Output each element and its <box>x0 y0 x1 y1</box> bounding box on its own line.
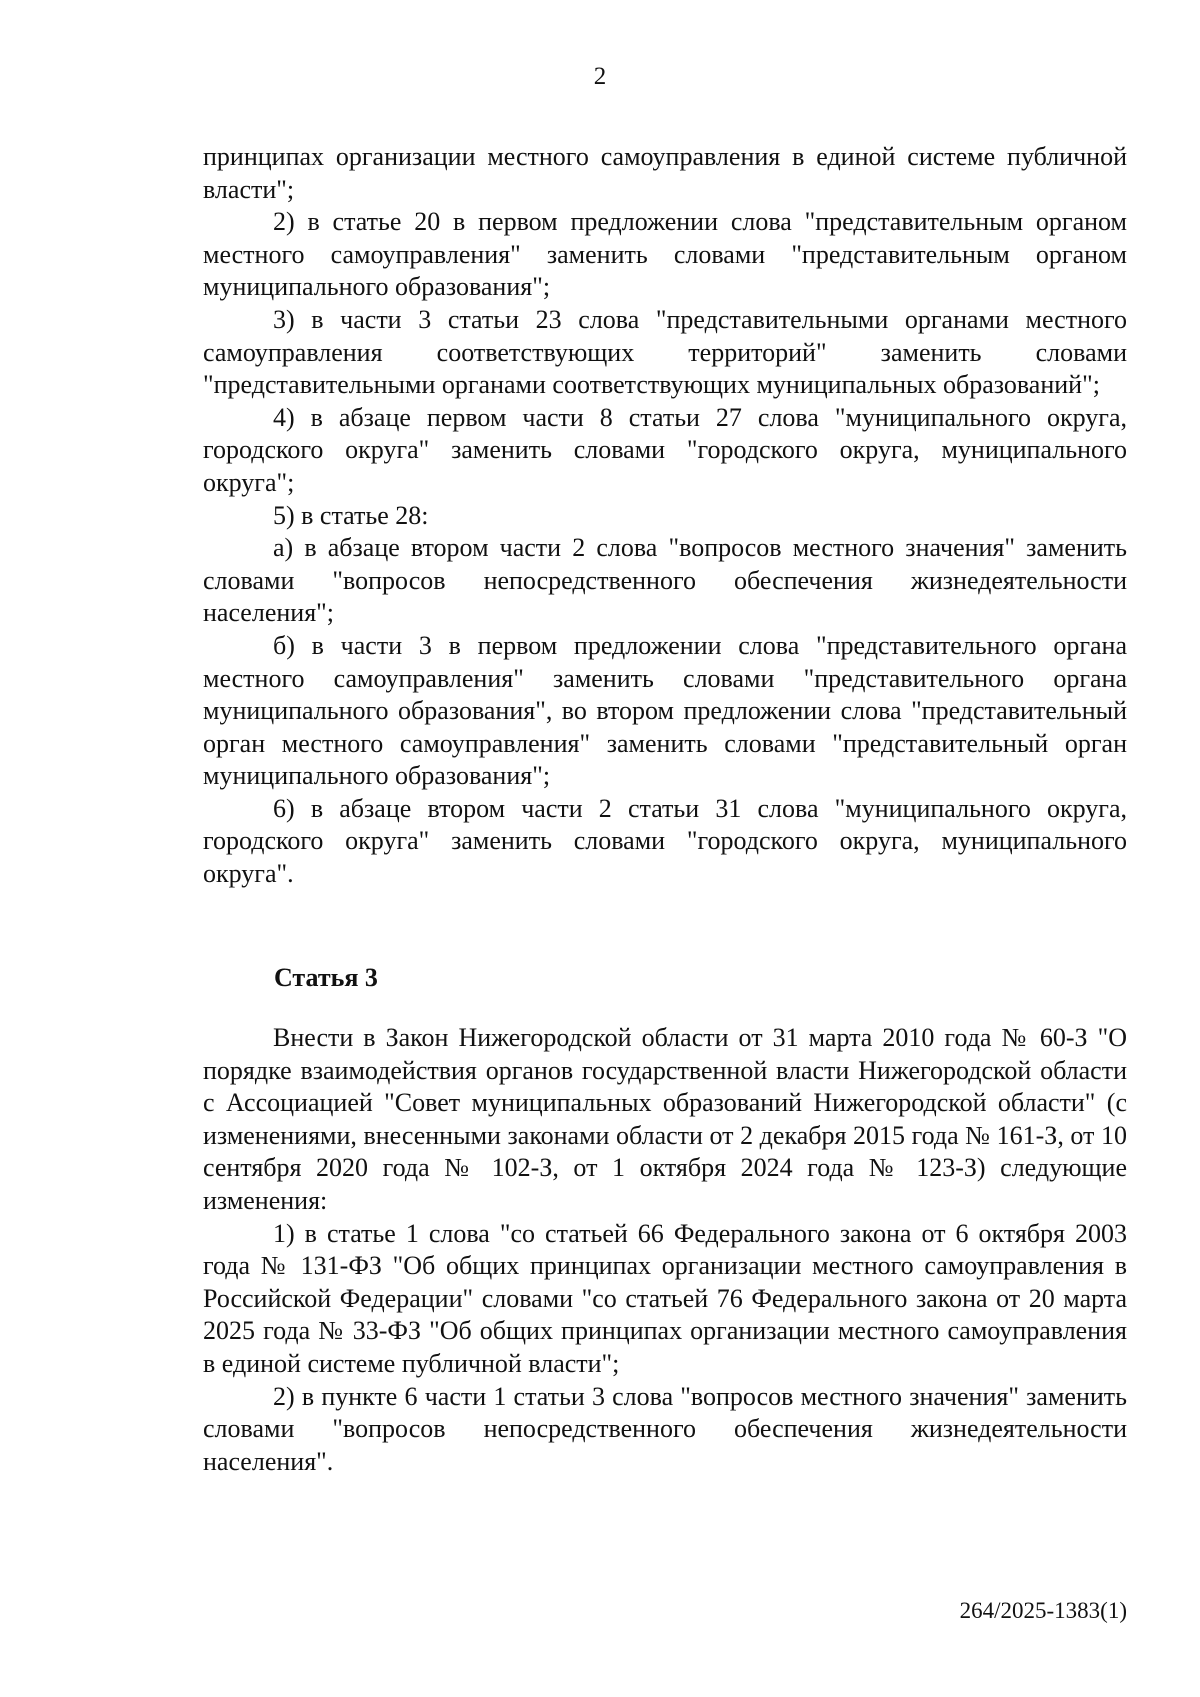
article-2-continuation <box>203 141 1127 891</box>
article-3-heading: Статья 3 <box>274 963 378 992</box>
article-3-body <box>203 1022 1127 1478</box>
paragraph-subitem-a: а) в абзаце втором части 2 слова "вопросов местного значения" заменить словами "вопросов непосредственного обеспечения жизнедеятельности населения"; <box>203 533 1127 628</box>
paragraph-article-3-item-1: 1) в статье 1 слова "со статьей 66 Федерального закона от 6 октября 2003 года № 131-ФЗ "Об общих принципах организации местного самоуправления в Российской Федерации" словами "со статьей 76 Федерального закона от 20 марта 2025 года № 33-ФЗ "Об общих принципах организации местного самоуправления в единой системе публичной власти"; <box>203 1218 1127 1378</box>
paragraph-continuation: принципах организации местного самоуправления в единой системе публичной власти"; <box>203 142 1127 204</box>
paragraph-subitem-b: б) в части 3 в первом предложении слова "представительного органа местного самоуправления" заменить словами "представительного органа муниципального образования", во втором предложении слова "представительный орган местного самоуправления" заменить словами "представительный орган муниципального образования"; <box>203 630 1127 791</box>
paragraph-item-3: 3) в части 3 статьи 23 слова "представительными органами местного самоуправления соответствующих территорий" заменить словами "представительными органами соответствующих муниципальных образований"; <box>203 304 1127 400</box>
paragraph-item-5: 5) в статье 28: <box>273 500 429 530</box>
paragraph-item-2: 2) в статье 20 в первом предложении слова "представительным органом местного самоуправления" заменить словами "представительным органом муниципального образования"; <box>203 207 1127 302</box>
paragraph-item-4: 4) в абзаце первом части 8 статьи 27 слова "муниципального округа, городского округа" заменить словами "городского округа, муниципального округа"; <box>203 402 1127 497</box>
registration-number: 264/2025-1383(1) <box>959 1598 1127 1623</box>
page-number: 2 <box>593 63 607 90</box>
paragraph-article-3-item-2: 2) в пункте 6 части 1 статьи 3 слова "вопросов местного значения" заменить словами "вопросов непосредственного обеспечения жизнедеятельности населения". <box>203 1381 1127 1476</box>
paragraph-item-6: 6) в абзаце втором части 2 статьи 31 слова "муниципального округа, городского округа" заменить словами "городского округа, муниципального округа". <box>203 793 1127 889</box>
paragraph-article-3-intro: Внести в Закон Нижегородской области от 31 марта 2010 года № 60-З "О порядке взаимодействия органов государственной власти Нижегородской области с Ассоциацией "Совет муниципальных образований Нижегородской области" (с изменениями, внесенными законами области от 2 декабря 2015 года № 161-З, от 10 сентября 2020 года № 102-З, от 1 октября 2024 года № 123-З) следующие изменения: <box>203 1023 1127 1215</box>
